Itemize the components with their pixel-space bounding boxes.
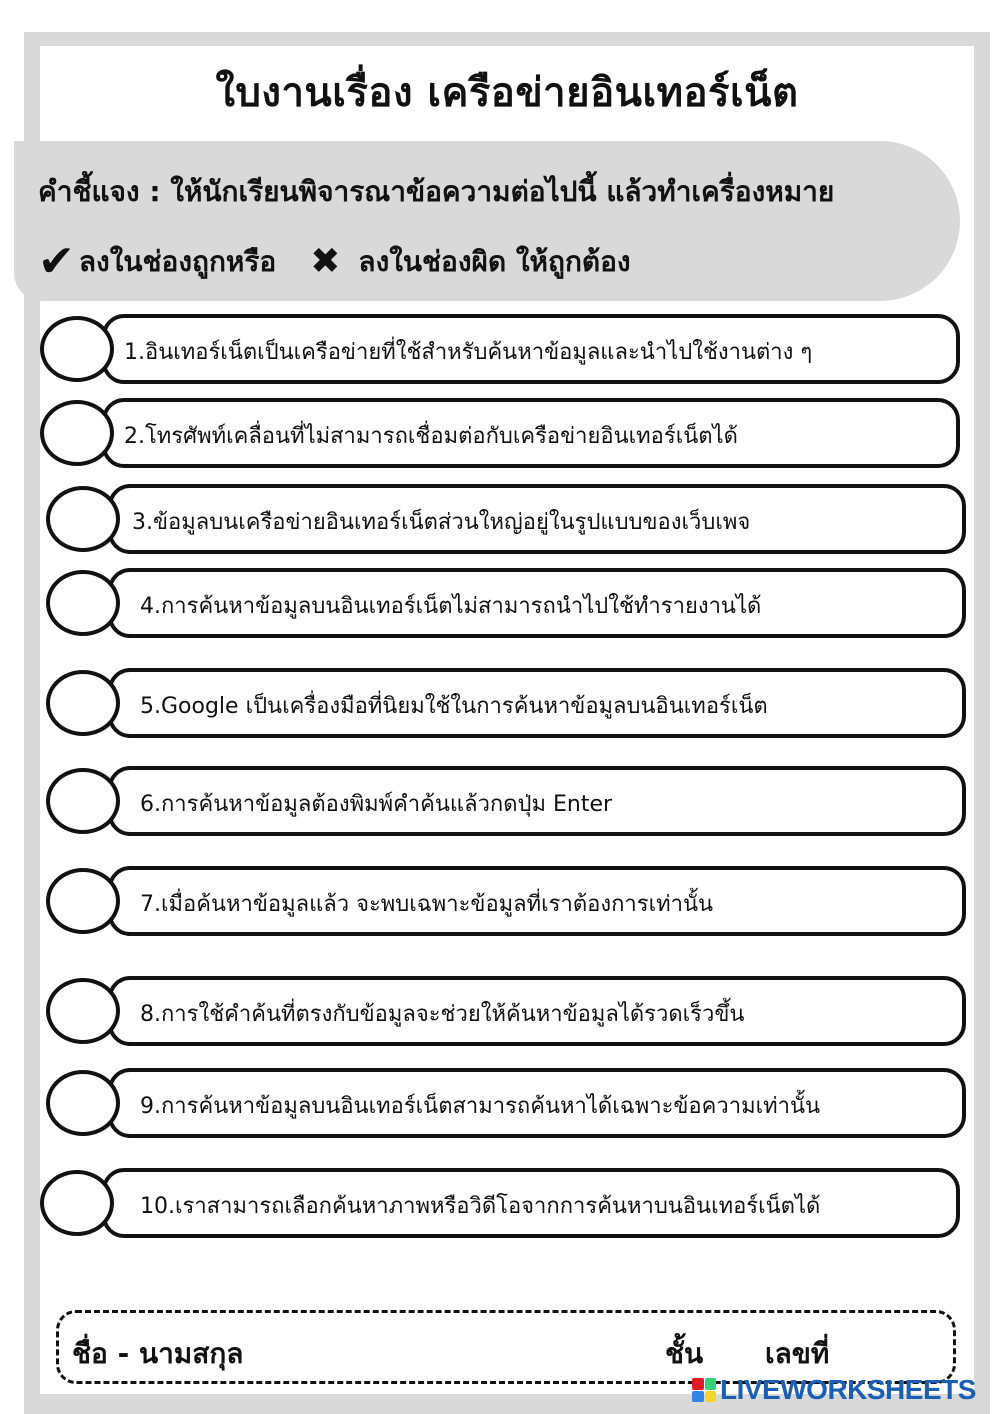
answer-circle[interactable]	[46, 486, 120, 552]
question-text: 10.เราสามารถเลือกค้นหาภาพหรือวิดีโอจากการค้นหาบนอินเทอร์เน็ตได้	[140, 1194, 821, 1219]
question-text: 2.โทรศัพท์เคลื่อนที่ไม่สามารถเชื่อมต่อกับเครือข่ายอินเทอร์เน็ตได้	[124, 424, 738, 449]
check-icon: ✔	[38, 236, 75, 287]
question-text: 5.Google เป็นเครื่องมือที่นิยมใช้ในการค้นหาข้อมูลบนอินเทอร์เน็ต	[140, 694, 768, 719]
question-text: 8.การใช้คำค้นที่ตรงกับข้อมูลจะช่วยให้ค้นหาข้อมูลได้รวดเร็วขึ้น	[140, 1002, 745, 1027]
logo-badge-cell	[705, 1391, 717, 1403]
question-text: 4.การค้นหาข้อมูลบนอินเทอร์เน็ตไม่สามารถนำไปใช้ทำรายงานได้	[140, 594, 762, 619]
question-item	[40, 1168, 960, 1238]
question-item	[46, 766, 966, 836]
question-text: 1.อินเทอร์เน็ตเป็นเครือข่ายที่ใช้สำหรับค้นหาข้อมูลและนำไปใช้งานต่าง ๆ	[124, 340, 813, 365]
instruction-part-b: ลงในช่องผิด ให้ถูกต้อง	[358, 245, 631, 278]
question-item	[46, 568, 966, 638]
name-label: ชื่อ - นามสกุล	[72, 1337, 244, 1370]
question-item	[46, 976, 966, 1046]
answer-circle[interactable]	[40, 400, 114, 466]
answer-circle[interactable]	[40, 316, 114, 382]
question-item	[46, 484, 966, 554]
answer-circle[interactable]	[46, 1070, 120, 1136]
question-text: 7.เมื่อค้นหาข้อมูลแล้ว จะพบเฉพาะข้อมูลที่เราต้องการเท่านั้น	[140, 892, 714, 917]
class-label: ชั้น	[665, 1337, 704, 1370]
worksheet-title: ใบงานเรื่อง เครือข่ายอินเทอร์เน็ต	[215, 70, 799, 116]
logo-badge-cell	[692, 1391, 704, 1403]
logo-badge-cell	[692, 1378, 704, 1390]
answer-circle[interactable]	[46, 670, 120, 736]
question-text: 3.ข้อมูลบนเครือข่ายอินเทอร์เน็ตส่วนใหญ่อยู่ในรูปแบบของเว็บเพจ	[132, 510, 751, 535]
logo-text: LIVEWORKSHEETS	[720, 1374, 976, 1405]
answer-circle[interactable]	[46, 768, 120, 834]
instruction-line-1: คำชี้แจง : ให้นักเรียนพิจารณาข้อความต่อไปนี้ แล้วทำเครื่องหมาย	[38, 175, 835, 208]
question-text: 6.การค้นหาข้อมูลต้องพิมพ์คำค้นแล้วกดปุ่ม Enter	[140, 792, 613, 817]
answer-circle[interactable]	[46, 978, 120, 1044]
answer-circle[interactable]	[46, 570, 120, 636]
liveworksheets-logo[interactable]	[692, 1374, 976, 1406]
logo-badge-cell	[705, 1378, 717, 1390]
question-item	[40, 314, 960, 384]
logo-badge-icon	[692, 1378, 716, 1402]
question-item	[40, 398, 960, 468]
student-number-label: เลขที่	[765, 1337, 830, 1370]
answer-circle[interactable]	[46, 868, 120, 934]
question-text: 9.การค้นหาข้อมูลบนอินเทอร์เน็ตสามารถค้นหาได้เฉพาะข้อความเท่านั้น	[140, 1094, 821, 1119]
question-item	[46, 1068, 966, 1138]
question-item	[46, 866, 966, 936]
question-item	[46, 668, 966, 738]
instruction-part-a: ลงในช่องถูกหรือ	[78, 245, 277, 278]
answer-circle[interactable]	[40, 1170, 114, 1236]
instruction-line-2	[38, 236, 631, 287]
cross-icon: ✖	[310, 241, 341, 282]
